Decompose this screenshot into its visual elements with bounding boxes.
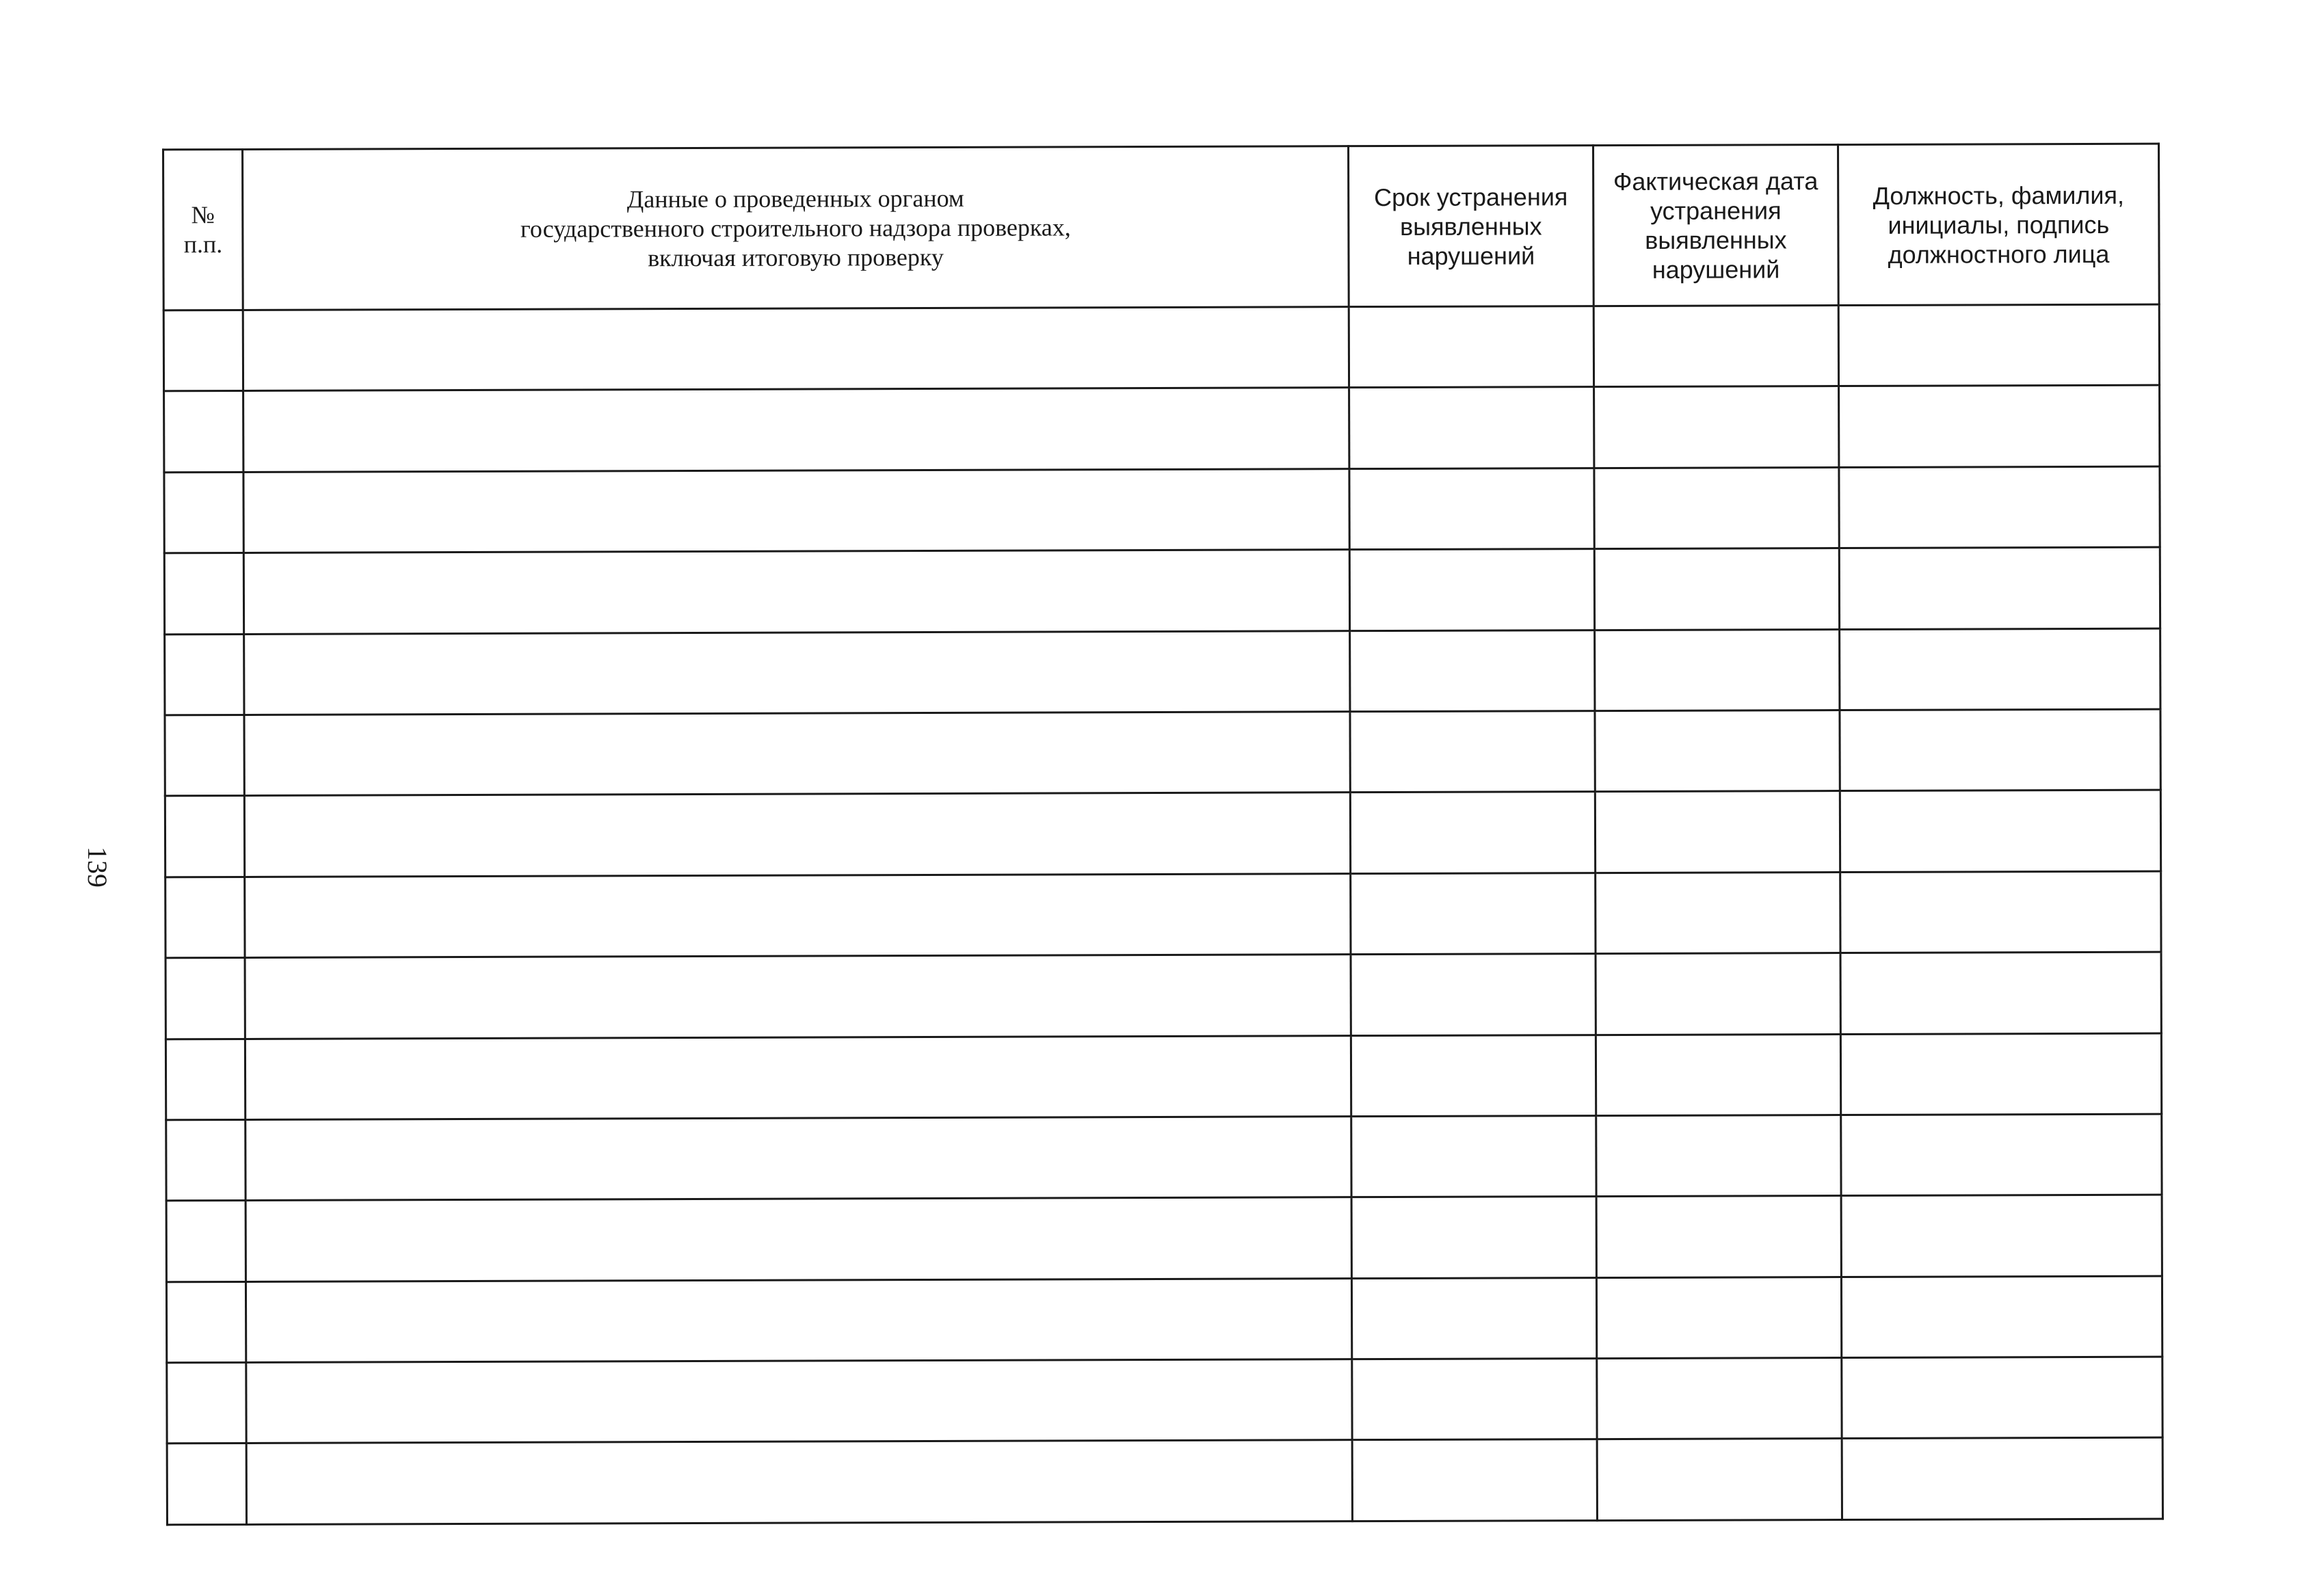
table-header-row (163, 144, 2160, 310)
cell-actual-date (1594, 467, 1839, 548)
cell-actual-date (1597, 1439, 1842, 1521)
cell-actual-date (1596, 1034, 1840, 1115)
cell-actual-date (1595, 791, 1840, 873)
cell-number (164, 391, 243, 473)
table-row (165, 790, 2160, 877)
header-line: выявленных (1400, 211, 1542, 241)
header-line: инициалы, подпись (1888, 210, 2110, 239)
cell-deadline (1349, 549, 1594, 630)
table-row (164, 386, 2160, 473)
cell-official (1839, 386, 2160, 468)
cell-inspection-data (244, 793, 1350, 877)
cell-inspection-data (243, 468, 1349, 553)
cell-deadline (1351, 1035, 1596, 1116)
cell-deadline (1352, 1359, 1597, 1440)
cell-official (1839, 466, 2160, 548)
cell-official (1841, 1276, 2162, 1358)
table-row (165, 628, 2160, 715)
header-deadline (1349, 146, 1594, 307)
table-row (165, 709, 2160, 796)
header-line: Фактическая дата (1613, 167, 1818, 196)
cell-number (166, 958, 245, 1039)
table-row (166, 1033, 2161, 1120)
header-line: нарушений (1652, 255, 1780, 284)
cell-official (1838, 304, 2159, 386)
cell-deadline (1352, 1439, 1597, 1521)
cell-number (164, 472, 243, 553)
header-line: выявленных (1645, 226, 1787, 254)
header-actual-date (1593, 145, 1839, 306)
cell-inspection-data (243, 388, 1349, 472)
cell-actual-date (1596, 1196, 1841, 1277)
table-row (167, 1357, 2162, 1444)
cell-deadline (1349, 468, 1594, 549)
cell-number (166, 877, 245, 958)
cell-actual-date (1593, 306, 1838, 387)
cell-inspection-data (246, 1117, 1351, 1201)
cell-inspection-data (243, 550, 1349, 634)
cell-deadline (1351, 1116, 1596, 1197)
header-line: включая итоговую проверку (648, 243, 944, 271)
table-row (166, 1114, 2162, 1201)
cell-actual-date (1596, 1115, 1841, 1196)
cell-number (167, 1444, 246, 1525)
cell-number (165, 715, 244, 796)
cell-inspection-data (246, 1197, 1351, 1281)
header-line: Срок устранения (1374, 182, 1568, 211)
header-line: нарушений (1407, 241, 1535, 270)
cell-actual-date (1596, 872, 1840, 953)
cell-deadline (1351, 954, 1596, 1035)
header-line: п.п. (183, 230, 223, 258)
header-line: должностного лица (1888, 239, 2110, 269)
table-row (166, 952, 2161, 1039)
inspection-record-table (162, 143, 2164, 1526)
cell-actual-date (1595, 710, 1840, 792)
cell-inspection-data (246, 1359, 1352, 1444)
cell-deadline (1350, 711, 1595, 793)
cell-deadline (1351, 1277, 1596, 1359)
cell-number (166, 1201, 246, 1282)
cell-actual-date (1596, 1277, 1841, 1358)
header-line: устранения (1650, 196, 1782, 225)
cell-inspection-data (245, 873, 1351, 957)
cell-actual-date (1594, 386, 1839, 468)
cell-official (1840, 709, 2160, 791)
table-row (166, 1195, 2162, 1281)
cell-inspection-data (244, 712, 1350, 796)
cell-actual-date (1597, 1358, 1842, 1439)
cell-official (1839, 547, 2160, 629)
cell-official (1840, 1033, 2161, 1115)
cell-actual-date (1596, 953, 1840, 1035)
cell-number (166, 1039, 245, 1120)
cell-deadline (1350, 630, 1595, 711)
cell-official (1840, 628, 2160, 710)
cell-inspection-data (244, 630, 1350, 715)
cell-number (163, 310, 243, 391)
cell-deadline (1349, 306, 1593, 388)
header-official (1838, 144, 2160, 305)
cell-deadline (1350, 792, 1595, 873)
page-number: 139 (82, 847, 113, 888)
table-body (163, 304, 2162, 1525)
header-number (163, 149, 243, 310)
cell-inspection-data (245, 955, 1351, 1039)
header-line: Должность, фамилия, (1873, 181, 2124, 210)
table-row (163, 304, 2159, 391)
cell-number (166, 1119, 246, 1201)
cell-deadline (1351, 873, 1596, 954)
cell-official (1841, 1114, 2162, 1196)
cell-official (1840, 871, 2161, 953)
cell-official (1841, 1195, 2162, 1277)
cell-official (1842, 1357, 2162, 1439)
header-line: № (191, 201, 215, 229)
header-inspection-data (243, 146, 1349, 310)
cell-number (166, 1281, 246, 1363)
cell-inspection-data (246, 1440, 1352, 1524)
cell-official (1840, 790, 2160, 873)
header-line: государственного строительного надзора проверках, (520, 213, 1071, 243)
cell-deadline (1351, 1197, 1596, 1278)
cell-deadline (1349, 387, 1594, 468)
cell-official (1842, 1438, 2162, 1520)
cell-number (164, 553, 243, 635)
table-row (166, 871, 2161, 958)
cell-inspection-data (245, 1035, 1351, 1119)
cell-inspection-data (243, 307, 1349, 391)
cell-official (1840, 952, 2161, 1034)
cell-actual-date (1594, 548, 1839, 630)
cell-number (165, 796, 244, 877)
cell-number (167, 1363, 246, 1444)
table-row (167, 1438, 2162, 1525)
table-row (164, 466, 2160, 553)
cell-inspection-data (246, 1278, 1351, 1362)
table-row (164, 547, 2160, 634)
table-row (166, 1276, 2162, 1363)
header-line: Данные о проведенных органом (626, 184, 964, 213)
cell-actual-date (1595, 629, 1840, 710)
cell-number (165, 634, 244, 715)
